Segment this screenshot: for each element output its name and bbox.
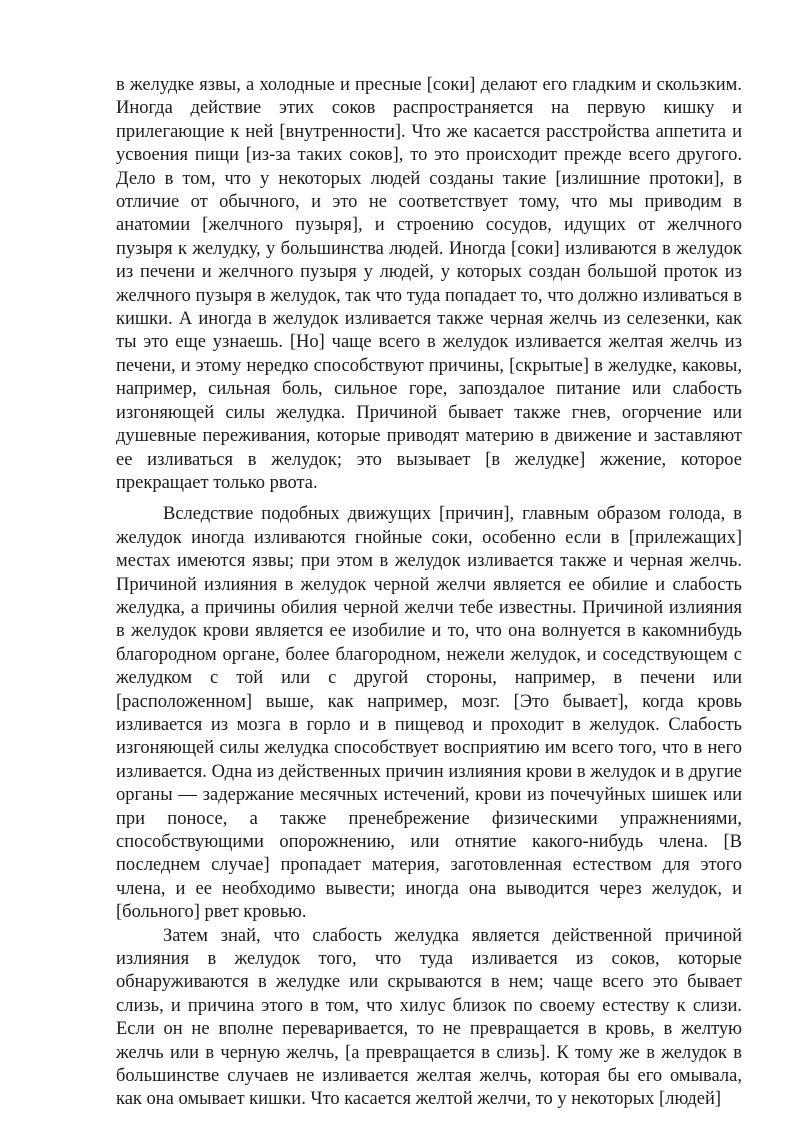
paragraph-2: Вследствие подобных движущих [причин], главным образом голода, в желудок иногда изливаются гнойные соки, особенно если в [прилежащих] местах имеются язвы; при этом в желудок изливается также и черная желчь. Причиной излияния в желудок черной желчи является ее обилие и слабость желудка, а причины обилия черной желчи тебе известны. Причиной излияния в желудок крови является ее изобилие и то, что она волнуется в какомнибудь благородном органе, более благородном, нежели желудок, и соседствующем с желудком с той или с другой стороны, например, в печени или [расположенном] выше, как например, мозг. [Это бывает], когда кровь изливается из мозга в горло и в пищевод и проходит в желудок. Слабость изгоняющей силы желудка способствует восприятию им всего того, что в него изливается. Одна из действенных причин излияния крови в желудок и в другие органы — задержание месячных истечений, крови из почечуйных шишек или при поносе, а также пренебрежение физическими упражнениями, способствующими опорожнению, или отнятие какого-нибудь члена. [В последнем случае] пропадает материя, заготовленная естеством для этого члена, и ее необходимо вывести; иногда она выводится через желудок, и [больного] рвет кровью. (116, 504, 742, 923)
paragraph-3: Затем знай, что слабость желудка является действенной причиной излияния в желудок того, что туда изливается из соков, которые обнаруживаются в желудке или скрываются в нем; чаще всего это бывает слизь, и причина этого в том, что хилус близок по своему естеству к слизи. Если он не вполне переваривается, то не превращается в кровь, в желтую желчь или в черную желчь, [а превращается в слизь]. К тому же в желудок в большинстве случаев не изливается желтая желчь, которая бы его омывала, как она омывает кишки. Что касается желтой желчи, то у некоторых [людей] (116, 925, 742, 1110)
paragraph-1: в желудке язвы, а холодные и пресные [соки] делают его гладким и скользким. Иногда действие этих соков распространяется на первую кишку и прилегающие к ней [внутренности]. Что же касается расстройства аппетита и усвоения пищи [из-за таких соков], то это происходит прежде всего другого. Дело в том, что у некоторых людей созданы такие [излишние протоки], в отличие от обычного, и это не соответствует тому, что мы приводим в анатомии [желчного пузыря], и строению сосудов, идущих от желчного пузыря к желудку, у большинства людей. Иногда [соки] изливаются в желудок из печени и желчного пузыря у людей, у которых создан большой проток из желчного пузыря в желудок, так что туда попадает то, что должно изливаться в кишки. А иногда в желудок изливается также черная желчь из селезенки, как ты это еще узнаешь. [Но] чаще всего в желудок изливается желтая желчь из печени, и этому нередко способствуют причины, [скрытые] в желудке, каковы, например, сильная боль, сильное горе, запоздалое питание или слабость изгоняющей силы желудка. Причиной бывает также гнев, огорчение или душевные переживания, которые приводят материю в движение и заставляют ее изливаться в желудок; это вызывает [в желудке] жжение, которое прекращает только рвота. (116, 75, 742, 493)
document-page (116, 74, 742, 1112)
